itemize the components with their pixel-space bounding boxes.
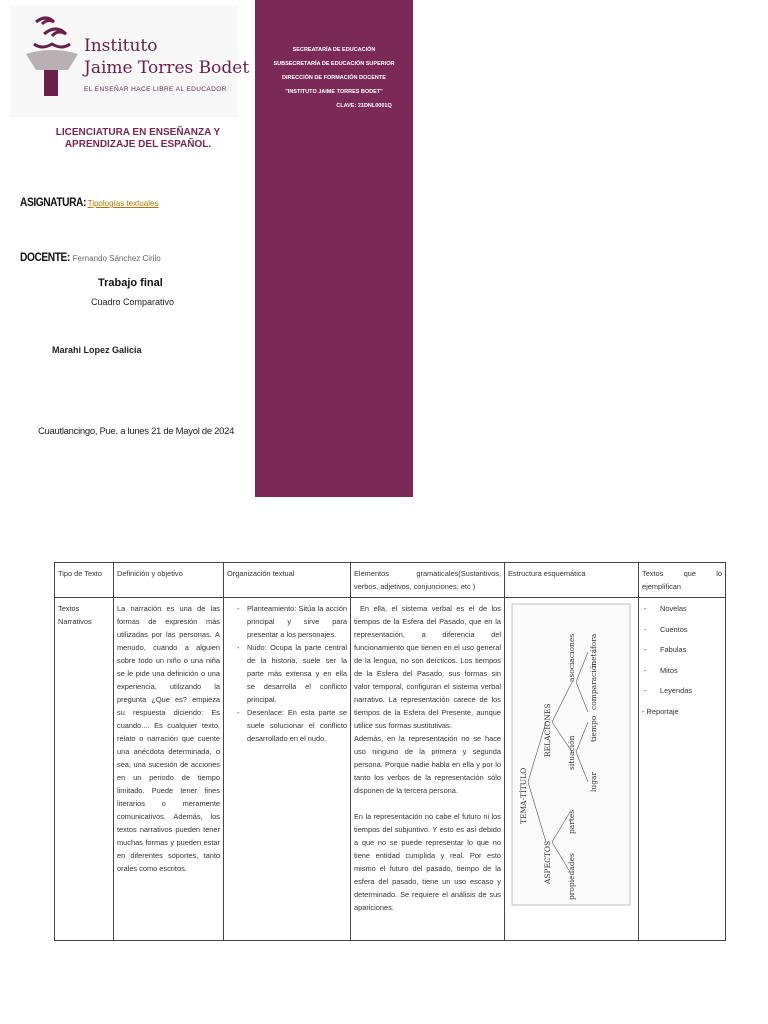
header-cell: Tipo de Texto bbox=[55, 563, 114, 598]
place-date: Cuautlancingo, Pue. a lunes 21 de Mayol de 2024 bbox=[38, 426, 235, 437]
teacher-label: DOCENTE: bbox=[20, 250, 70, 264]
student-name: Marahi Lopez Galicia bbox=[52, 345, 142, 355]
logo-emblem-icon bbox=[22, 12, 82, 96]
work-subtitle: Cuadro Comparativo bbox=[91, 297, 175, 307]
subject-label: ASIGNATURA: bbox=[20, 195, 86, 209]
diagram-node: situación bbox=[567, 735, 576, 770]
structure-cell bbox=[505, 598, 639, 941]
type-cell: Textos Narrativos bbox=[55, 598, 114, 941]
diagram-node: RELACIONES bbox=[543, 703, 552, 757]
panel-line: "INSTITUTO JAIME TORRES BODET" bbox=[285, 89, 383, 95]
list-item: - Leyendas bbox=[642, 684, 722, 705]
logo-name-line2: Jaime Torres Bodet bbox=[84, 58, 250, 78]
panel-line: SECREATARÍA DE EDUCACIÓN bbox=[292, 47, 376, 53]
table-row bbox=[55, 598, 726, 941]
elements-cell bbox=[351, 598, 505, 941]
panel-line: CLAVE: 21DNL0001Q bbox=[336, 103, 392, 109]
institution-panel bbox=[255, 0, 413, 497]
list-item: - Reportaje bbox=[642, 706, 679, 716]
header-cell: Elementos gramaticales(Sustantivos, verbos, adjetivos, conjunciones, etc ) bbox=[351, 563, 505, 598]
header-cell: Organización textual bbox=[224, 563, 351, 598]
diagram-root: TEMA-TÍTULO bbox=[519, 767, 528, 824]
career-title: LICENCIATURA EN ENSEÑANZA Y APRENDIZAJE DEL ESPAÑOL. bbox=[55, 127, 221, 150]
schematic-diagram bbox=[508, 602, 634, 907]
logo-name-line1: Instituto bbox=[84, 36, 158, 56]
header-cell: Definición y objetivo bbox=[114, 563, 224, 598]
list-item: - Cuentos bbox=[642, 623, 722, 644]
work-title: Trabajo final bbox=[98, 277, 163, 289]
header-cell: Textos que lo ejemplifican bbox=[639, 563, 726, 598]
subject-value[interactable]: Tipologías textuales bbox=[87, 199, 159, 208]
elements-paragraph: Además, en la representación no se hace uso ninguno de la primera y segunda persona. Porque nadie habla en ella y por lo tanto los verbos de la representación sólo disponen de la tercera persona. bbox=[354, 734, 501, 795]
teacher-value: Fernando Sánchez Cirilo bbox=[72, 254, 161, 263]
examples-cell bbox=[639, 598, 726, 941]
elements-paragraph: En ella, el sistema verbal es el de los tiempos de la Esfera del Pasado, que en la representación, a diferencia del funcionamiento que tienen en el uso general de la lengua, no son deícticos. Los tiempos de la Esfera del Pasado, sus formas sin valor temporal, configuran el sistema verbal narrativo. La representación carece de los tiempos de la Esfera del Presente, aunque utilice sus formas sustitutivas. bbox=[354, 604, 501, 730]
diagram-node: ASPECTOS bbox=[543, 840, 552, 884]
diagram-node: tiempo bbox=[589, 715, 598, 742]
elements-paragraph: En la representación no cabe el futuro ni los tiempos del subjuntivo. Y esto es así debido a que no se puede representar lo que no tiene entidad cumplida y real. Por esto mismo el futuro del pasado, tiempo de la esfera del pasado, tiene un uso escaso y determinado. Se requiere el análisis de sus apariciones. bbox=[354, 812, 501, 912]
diagram-node: comparación bbox=[589, 660, 598, 710]
logo-tagline: EL ENSEÑAR HACE LIBRE AL EDUCADOR bbox=[84, 86, 227, 93]
teacher-row bbox=[20, 248, 161, 266]
list-item: - Mitos bbox=[642, 664, 722, 685]
list-item: - Desenlace: En esta parte se suele solucionar el conflicto desarrollado en el nudo. bbox=[237, 706, 347, 745]
list-item: - Planteamiento: Sitúa la acción principal y sirve para presentar a los personajes. bbox=[237, 602, 347, 641]
subject-row bbox=[20, 193, 158, 211]
table-header-row bbox=[55, 563, 726, 598]
list-item: - Fabulas bbox=[642, 643, 722, 664]
panel-line: SUBSECRETARÍA DE EDUCACIÓN SUPERIOR bbox=[273, 61, 395, 67]
diagram-node: metáfora bbox=[589, 633, 598, 668]
list-item: - Novelas bbox=[642, 602, 722, 623]
header-cell: Estructura esquemática bbox=[505, 563, 639, 598]
comparison-table bbox=[54, 562, 726, 941]
list-item: - Nudo: Ocupa la parte central de la historia, suele ser la parte más extensa y en ella se desarrolla el conflicto principal. bbox=[237, 641, 347, 706]
diagram-node: propiedades bbox=[567, 853, 576, 900]
organization-cell bbox=[224, 598, 351, 941]
diagram-node: asociaciones bbox=[567, 633, 576, 682]
definition-cell: La narración es una de las formas de expresión más utilizadas por las personas. A menudo, cuando a alguien sobre todo un niño o una niña se le pide una definición o una experiencia, utilizando la pregunta ¿Que es? empieza su respuesta diciendo: Es cuando.... Es cualquier texto, relato o narración que cuente una anécdota determinada, o sea, una sucesión de acciones en un periodo de tiempo limitado. Puede tener fines literarios o meramente comunicativos. Además, los textos narrativos pueden tener muchas formas y pueden estar en diferentes soportes, tanto orales como escritos. bbox=[114, 598, 224, 941]
diagram-node: partes bbox=[567, 809, 576, 834]
panel-line: DIRECCIÓN DE FORMACIÓN DOCENTE bbox=[282, 75, 386, 81]
diagram-node: lugar bbox=[589, 771, 598, 792]
